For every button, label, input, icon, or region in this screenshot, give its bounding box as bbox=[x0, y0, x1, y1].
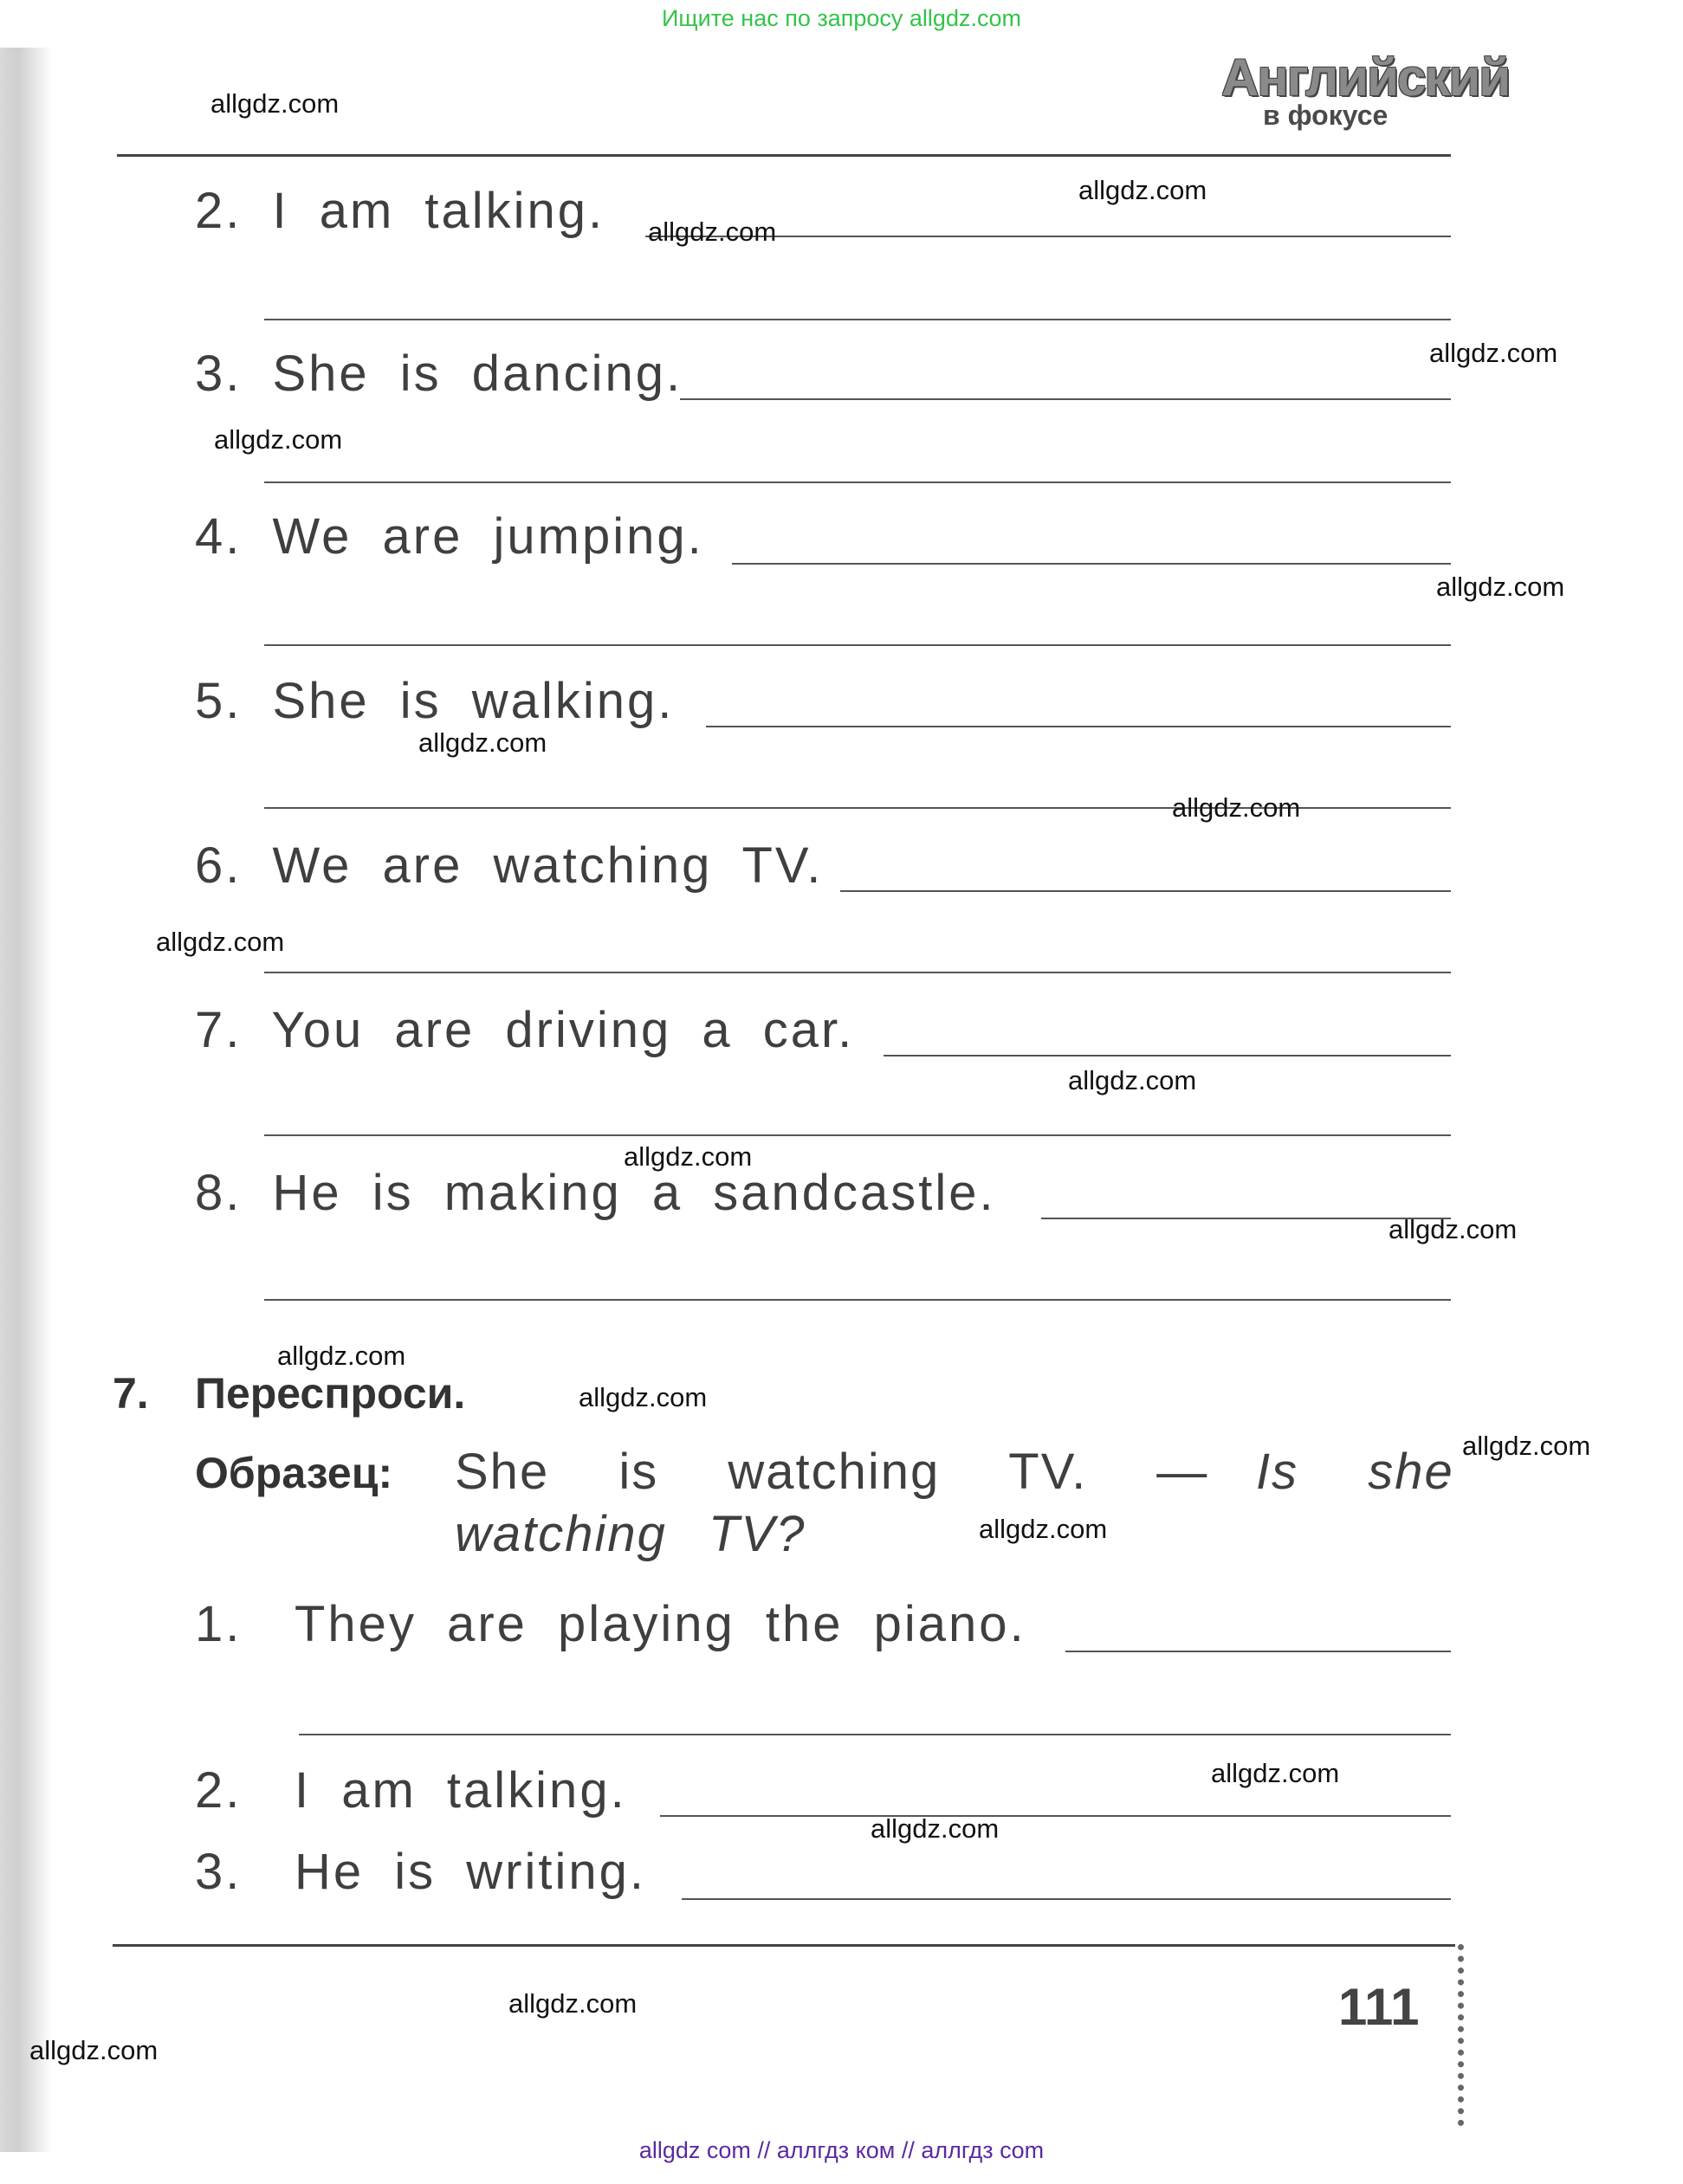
exercise7-title: Переспроси. bbox=[195, 1369, 466, 1418]
watermark: allgdz.com bbox=[979, 1514, 1108, 1544]
watermark: allgdz.com bbox=[1078, 175, 1207, 205]
exercise6-item-4: 4. We are jumping. bbox=[195, 508, 704, 565]
sample-label: Образец: bbox=[195, 1449, 393, 1497]
watermark: allgdz.com bbox=[214, 424, 343, 455]
sample-question-part1: Is she bbox=[1256, 1444, 1454, 1500]
watermark: allgdz.com bbox=[277, 1341, 406, 1371]
exercise7-number: 7. bbox=[113, 1369, 149, 1418]
book-spine-shadow bbox=[0, 48, 52, 2152]
sample-question-part2: watching TV? bbox=[455, 1506, 806, 1562]
exercise7-item-num-2: 2. bbox=[195, 1762, 243, 1819]
watermark: allgdz.com bbox=[508, 1988, 638, 2019]
page-number: 111 bbox=[1338, 1978, 1420, 2036]
answer-line[interactable] bbox=[264, 1134, 1451, 1136]
logo-title: Английский bbox=[1221, 48, 1510, 107]
answer-line[interactable] bbox=[264, 644, 1451, 646]
sample-sentence: She is watching TV. — bbox=[455, 1444, 1209, 1500]
answer-line[interactable] bbox=[264, 1299, 1451, 1301]
answer-line[interactable] bbox=[884, 1055, 1451, 1056]
watermark: allgdz.com bbox=[1388, 1214, 1518, 1244]
answer-line[interactable] bbox=[660, 1815, 1451, 1817]
answer-line[interactable] bbox=[299, 1734, 1451, 1735]
watermark: allgdz.com bbox=[156, 927, 285, 957]
series-logo bbox=[1221, 48, 1510, 143]
exercise6-item-2: 2. I am talking. bbox=[195, 183, 605, 239]
watermark: allgdz.com bbox=[1172, 792, 1301, 823]
answer-line[interactable] bbox=[706, 726, 1451, 727]
watermark: allgdz.com bbox=[1436, 572, 1565, 602]
answer-line[interactable] bbox=[682, 1898, 1451, 1900]
exercise7-item-num-3: 3. bbox=[195, 1844, 243, 1900]
answer-line[interactable] bbox=[264, 972, 1451, 973]
exercise7-item-2: I am talking. bbox=[295, 1762, 627, 1819]
logo-subtitle: в фокусе bbox=[1263, 100, 1388, 131]
exercise7-item-3: He is writing. bbox=[295, 1844, 646, 1900]
exercise6-item-6: 6. We are watching TV. bbox=[195, 837, 824, 894]
answer-line[interactable] bbox=[1065, 1651, 1451, 1652]
watermark: allgdz.com bbox=[624, 1141, 753, 1172]
exercise6-item-3: 3. She is dancing. bbox=[195, 346, 683, 402]
watermark: allgdz.com bbox=[1211, 1758, 1340, 1788]
watermark: allgdz.com bbox=[579, 1382, 708, 1412]
watermark: allgdz.com bbox=[648, 216, 777, 247]
answer-line[interactable] bbox=[840, 890, 1451, 892]
answer-line[interactable] bbox=[264, 481, 1451, 483]
exercise6-item-5: 5. She is walking. bbox=[195, 673, 675, 729]
watermark: allgdz.com bbox=[1068, 1065, 1197, 1095]
answer-line[interactable] bbox=[732, 563, 1451, 565]
dotted-page-edge bbox=[1458, 1944, 1464, 2126]
exercise7-item-1: They are playing the piano. bbox=[295, 1596, 1026, 1652]
watermark: allgdz.com bbox=[418, 727, 547, 758]
answer-line[interactable] bbox=[680, 398, 1451, 400]
top-banner: Ищите нас по запросу allgdz.com bbox=[662, 5, 1021, 31]
footer-rule bbox=[113, 1944, 1455, 1947]
answer-line[interactable] bbox=[264, 319, 1451, 320]
exercise6-item-8: 8. He is making a sandcastle. bbox=[195, 1165, 996, 1221]
watermark: allgdz.com bbox=[29, 2035, 159, 2065]
watermark: allgdz.com bbox=[871, 1813, 1000, 1844]
exercise7-item-num-1: 1. bbox=[195, 1596, 243, 1652]
watermark: allgdz.com bbox=[210, 88, 340, 119]
watermark: allgdz.com bbox=[1429, 338, 1558, 368]
exercise6-item-7: 7. You are driving a car. bbox=[195, 1002, 855, 1058]
header-rule bbox=[117, 154, 1451, 157]
footer-links: allgdz com // аллгдз ком // аллгдз com bbox=[638, 2137, 1045, 2163]
watermark: allgdz.com bbox=[1462, 1431, 1591, 1461]
